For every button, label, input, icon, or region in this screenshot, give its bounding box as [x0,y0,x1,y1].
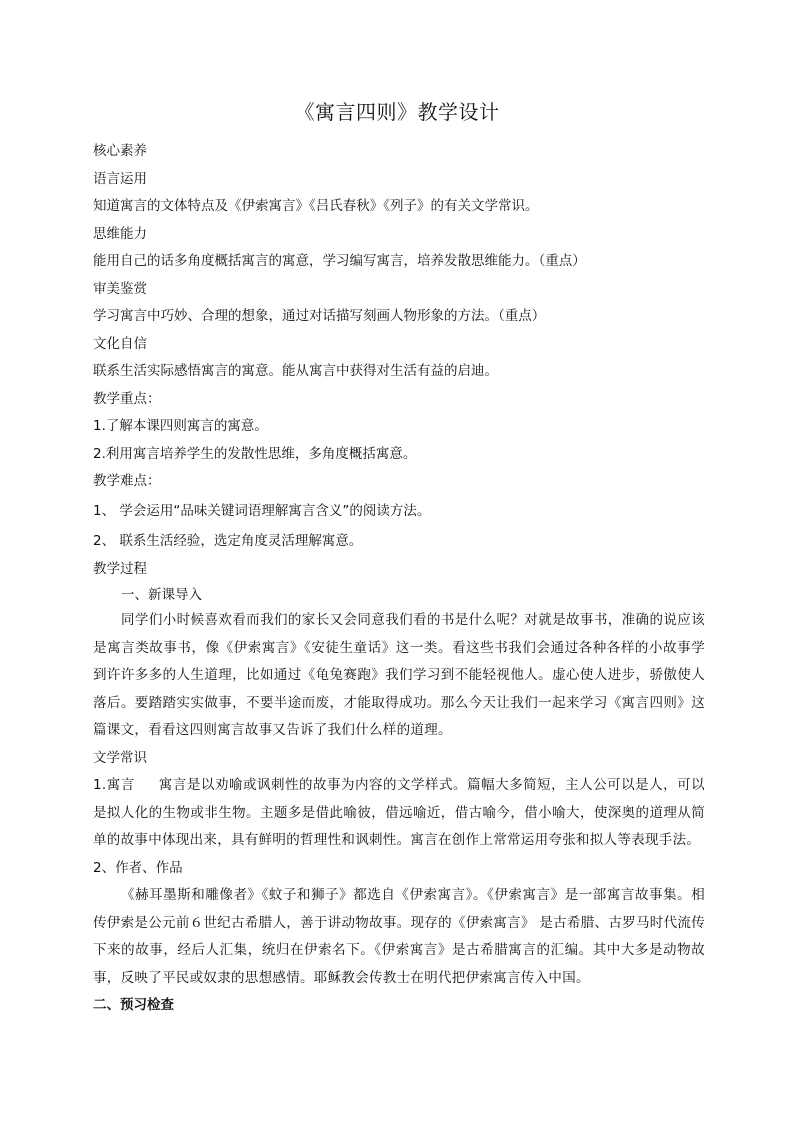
difficulty-2: 2、 联系生活经验，选定角度灵活理解寓意。 [93,532,363,549]
heading-author: 2、作者、作品 [93,859,183,876]
text-thinking: 能用自己的话多角度概括寓言的寓意，学习编写寓言，培养发散思维能力。（重点） [93,253,586,269]
heading-language-use: 语言运用 [93,170,147,187]
difficulty-1: 1、 学会运用“品味关键词语理解寓言含义”的阅读方法。 [93,502,431,519]
heading-key-points: 教学重点： [93,390,161,407]
text-language-use: 知道寓言的文体特点及《伊索寓言》《吕氏春秋》《列子》的有关文学常识。 [93,198,539,214]
document-body [93,138,705,1020]
heading-aesthetics: 审美鉴赏 [93,280,147,297]
text-aesthetics: 学习寓言中巧妙、合理的想象，通过对话描写刻画人物形象的方法。（重点） [93,308,546,324]
heading-process: 教学过程 [93,560,147,577]
intro-paragraph: 同学们小时候喜欢看而我们的家长又会同意我们看的书是什么呢？对就是故事书，准确的说应该是寓言类故事书，像《伊索寓言》《安徒生童话》这一类。看这些书我们会通过各种各样的小故事学到许许多多的人生道理，比如通过《龟兔赛跑》我们学习到不能轻视他人。虚心使人进步，骄傲使人落后。要踏踏实实做事，不要半途而废，才能取得成功。那么今天让我们一起来学习《寓言四则》这篇课文，看看这四则寓言故事又告诉了我们什么样的道理。 [93,612,705,738]
heading-thinking: 思维能力 [93,225,147,242]
heading-culture: 文化自信 [93,335,147,352]
key-point-1: 1.了解本课四则寓言的寓意。 [93,418,268,434]
heading-preview: 二、预习检查 [93,997,174,1013]
fable-text: 寓言是以劝喻或讽刺性的故事为内容的文学样式。篇幅大多简短，主人公可以是人，可以是拟人化的生物或非生物。主题多是借此喻彼，借远喻近，借古喻今，借小喻大，使深奥的道理从简单的故事中体现出来，具有鲜明的哲理性和讽刺性。寓言在创作上常常运用夸张和拟人等表现手法。 [93,777,705,848]
key-point-2: 2.利用寓言培养学生的发散性思维，多角度概括寓意。 [93,445,417,462]
fable-label: 1.寓言 [93,777,135,793]
author-paragraph: 《赫耳墨斯和雕像者》《蚊子和狮子》都选自《伊索寓言》。《伊索寓言》是一部寓言故事集。相传伊索是公元前６世纪古希腊人，善于讲动物故事。现存的《伊索寓言》 是古希腊、古罗马时代流传下来的故事，经后人汇集，统归在伊索名下。《伊索寓言》是古希腊寓言的汇编。其中大多是动物故事，反映了平民或奴隶的思想感情。耶稣教会传教士在明代把伊索寓言传入中国。 [93,887,705,986]
heading-core-literacy: 核心素养 [93,143,147,159]
heading-difficulties: 教学难点： [93,473,161,489]
fable-paragraph [93,772,705,855]
document-title: 《寓言四则》教学设计 [294,100,500,124]
text-culture: 联系生活实际感悟寓言的寓意。能从寓言中获得对生活有益的启迪。 [93,363,498,379]
heading-literature: 文学常识 [93,749,147,766]
heading-intro: 一、新课导入 [121,587,202,603]
